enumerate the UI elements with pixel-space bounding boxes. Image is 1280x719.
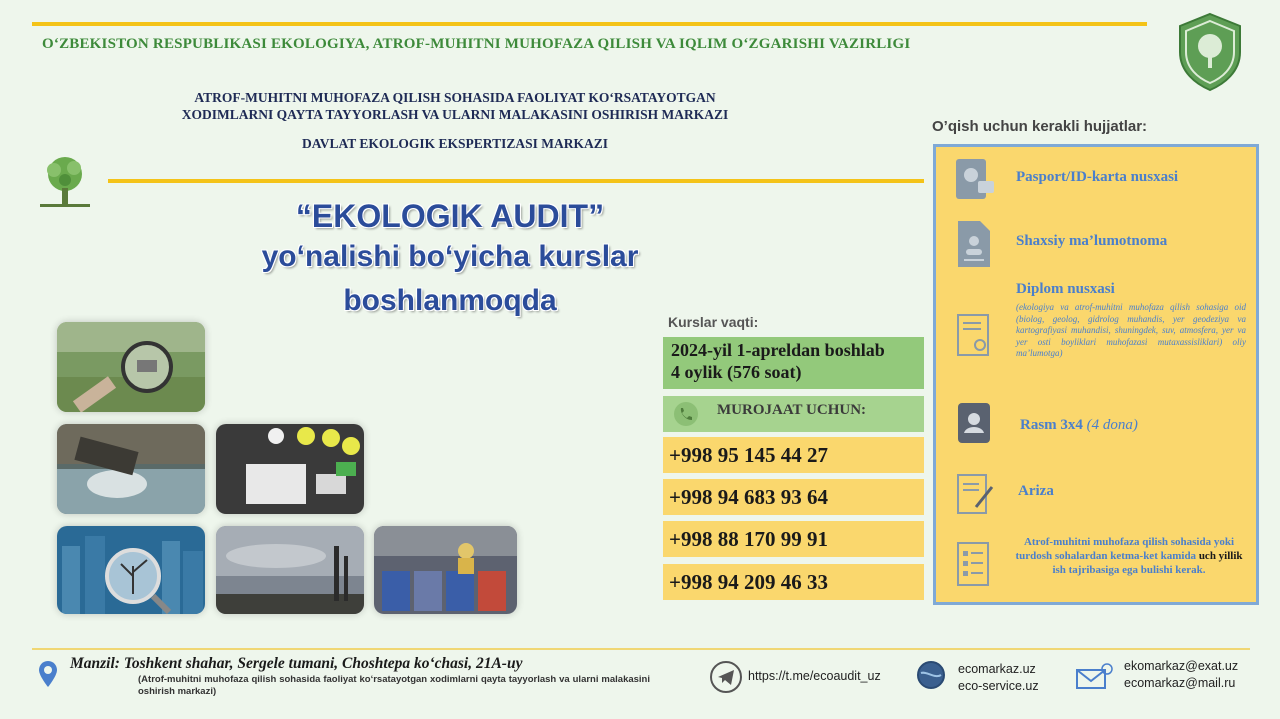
- doc-application: [936, 469, 1256, 521]
- doc-passport-label: Pasport/ID-karta nusxasi: [1016, 169, 1179, 185]
- headline-line1: “EKOLOGIK AUDIT”: [295, 198, 605, 234]
- website-link-2[interactable]: eco-service.uz: [958, 679, 1039, 693]
- ministry-title: O‘ZBEKISTON RESPUBLIKASI EKOLOGIYA, ATROF-MUHITNI MUHOFAZA QILISH VA IQLIM O‘ZGARISHI VAZIRLIGI: [42, 36, 911, 52]
- phone-number-3[interactable]: +998 88 170 99 91: [663, 521, 924, 557]
- passport-icon: [954, 155, 994, 205]
- photo-smokestack: [216, 526, 364, 614]
- course-date-line1: 2024-yil 1-apreldan boshlab: [671, 340, 885, 360]
- photo-magnifier-landscape: [57, 322, 205, 412]
- photo-city-tree-magnifier: [57, 526, 205, 614]
- checklist-icon: [954, 539, 994, 589]
- doc-reference-label: Shaxsiy ma’lumotnoma: [1016, 233, 1168, 249]
- phone-number-4[interactable]: +998 94 209 46 33: [663, 564, 924, 600]
- eco-tree-logo-icon: [38, 154, 92, 210]
- shield-logo-icon: [1176, 12, 1244, 92]
- doc-diploma-note: (ekologiya va atrof-muhitni muhofaza qilish sohasiga oid (biolog, geolog, gidrolog muhandis, yer geodeziya va kartografiyasi muhandisi, shuningdek, suv, atmosfera, yer va yer osti boyliklari muhofazasi mutaxassisliklari) oliy ma’lumotga): [1016, 302, 1246, 358]
- phone-number-1[interactable]: +998 95 145 44 27: [663, 437, 924, 473]
- course-date-box: [663, 337, 924, 389]
- doc-experience: [936, 535, 1256, 601]
- phone-number-2[interactable]: +998 94 683 93 64: [663, 479, 924, 515]
- docs-panel: [933, 144, 1259, 605]
- doc-photo-count: (4 dona): [1086, 417, 1138, 433]
- doc-experience-text: [1014, 535, 1244, 577]
- footer-address-note: (Atrof-muhitni muhofaza qilish sohasida faoliyat ko‘rsatayotgan xodimlarni qayta tayyorlash va ularni malakasini oshirish markazi): [138, 674, 650, 697]
- phone-icon: [673, 401, 699, 427]
- doc-photo-label: [1020, 417, 1138, 434]
- photo-wastewater: [57, 424, 205, 514]
- course-time-label: Kurslar vaqti:: [668, 314, 759, 330]
- center-title-line2: XODIMLARNI QAYTA TAYYORLASH VA ULARNI MALAKASINI OSHIRISH MARKAZI: [181, 107, 729, 122]
- doc-application-label: Ariza: [1018, 483, 1054, 499]
- docs-title: O’qish uchun kerakli hujjatlar:: [932, 118, 1148, 135]
- photo-id-icon: [954, 399, 994, 449]
- application-form-icon: [954, 469, 994, 519]
- center-title-line1: ATROF-MUHITNI MUHOFAZA QILISH SOHASIDA FAOLIYAT KO‘RSATAYOTGAN: [194, 90, 716, 105]
- doc-experience-part-a: Atrof-muhitni muhofaza qilish sohasida yoki turdosh sohalardan ketma-ket kamida: [1015, 536, 1235, 562]
- doc-photo-size: Rasm 3x4: [1020, 417, 1083, 433]
- center-divider: [108, 179, 924, 183]
- email-link-1[interactable]: ekomarkaz@exat.uz: [1124, 659, 1239, 673]
- globe-icon: [917, 661, 945, 689]
- center-title-line3: DAVLAT EKOLOGIK EKSPERTIZASI MARKAZI: [302, 136, 608, 151]
- email-icon: [1075, 662, 1113, 690]
- doc-experience-highlight: uch yillik: [1198, 550, 1243, 562]
- personal-file-icon: [954, 219, 994, 269]
- headline-line3: boshlanmoqda: [343, 284, 557, 317]
- email-link-2[interactable]: ecomarkaz@mail.ru: [1124, 676, 1236, 690]
- website-link-1[interactable]: ecomarkaz.uz: [958, 662, 1036, 676]
- doc-reference: [936, 219, 1256, 271]
- course-date-line2: 4 oylik (576 soat): [671, 362, 802, 382]
- photo-workers-documents: [216, 424, 364, 514]
- footer-divider: [32, 648, 1250, 650]
- location-pin-icon: [38, 660, 58, 688]
- doc-photo: [936, 399, 1256, 451]
- telegram-icon[interactable]: [710, 661, 742, 693]
- contact-header-box: [663, 396, 924, 432]
- headline-line2: yo‘nalishi bo‘yicha kurslar: [261, 240, 639, 273]
- top-divider: [32, 22, 1147, 26]
- footer-address: Manzil: Toshkent shahar, Sergele tumani, Choshtepa ko‘chasi, 21A-uy: [70, 655, 523, 672]
- diploma-icon: [954, 311, 994, 361]
- photo-chemical-barrels: [374, 526, 517, 614]
- doc-passport: [936, 155, 1256, 205]
- telegram-link[interactable]: https://t.me/ecoaudit_uz: [748, 669, 881, 683]
- doc-diploma-label: Diplom nusxasi: [1016, 281, 1115, 297]
- contact-label: MUROJAAT UCHUN:: [717, 402, 867, 418]
- doc-experience-part-c: ish tajribasiga ega bulishi kerak.: [1052, 564, 1206, 576]
- doc-diploma: [936, 281, 1256, 401]
